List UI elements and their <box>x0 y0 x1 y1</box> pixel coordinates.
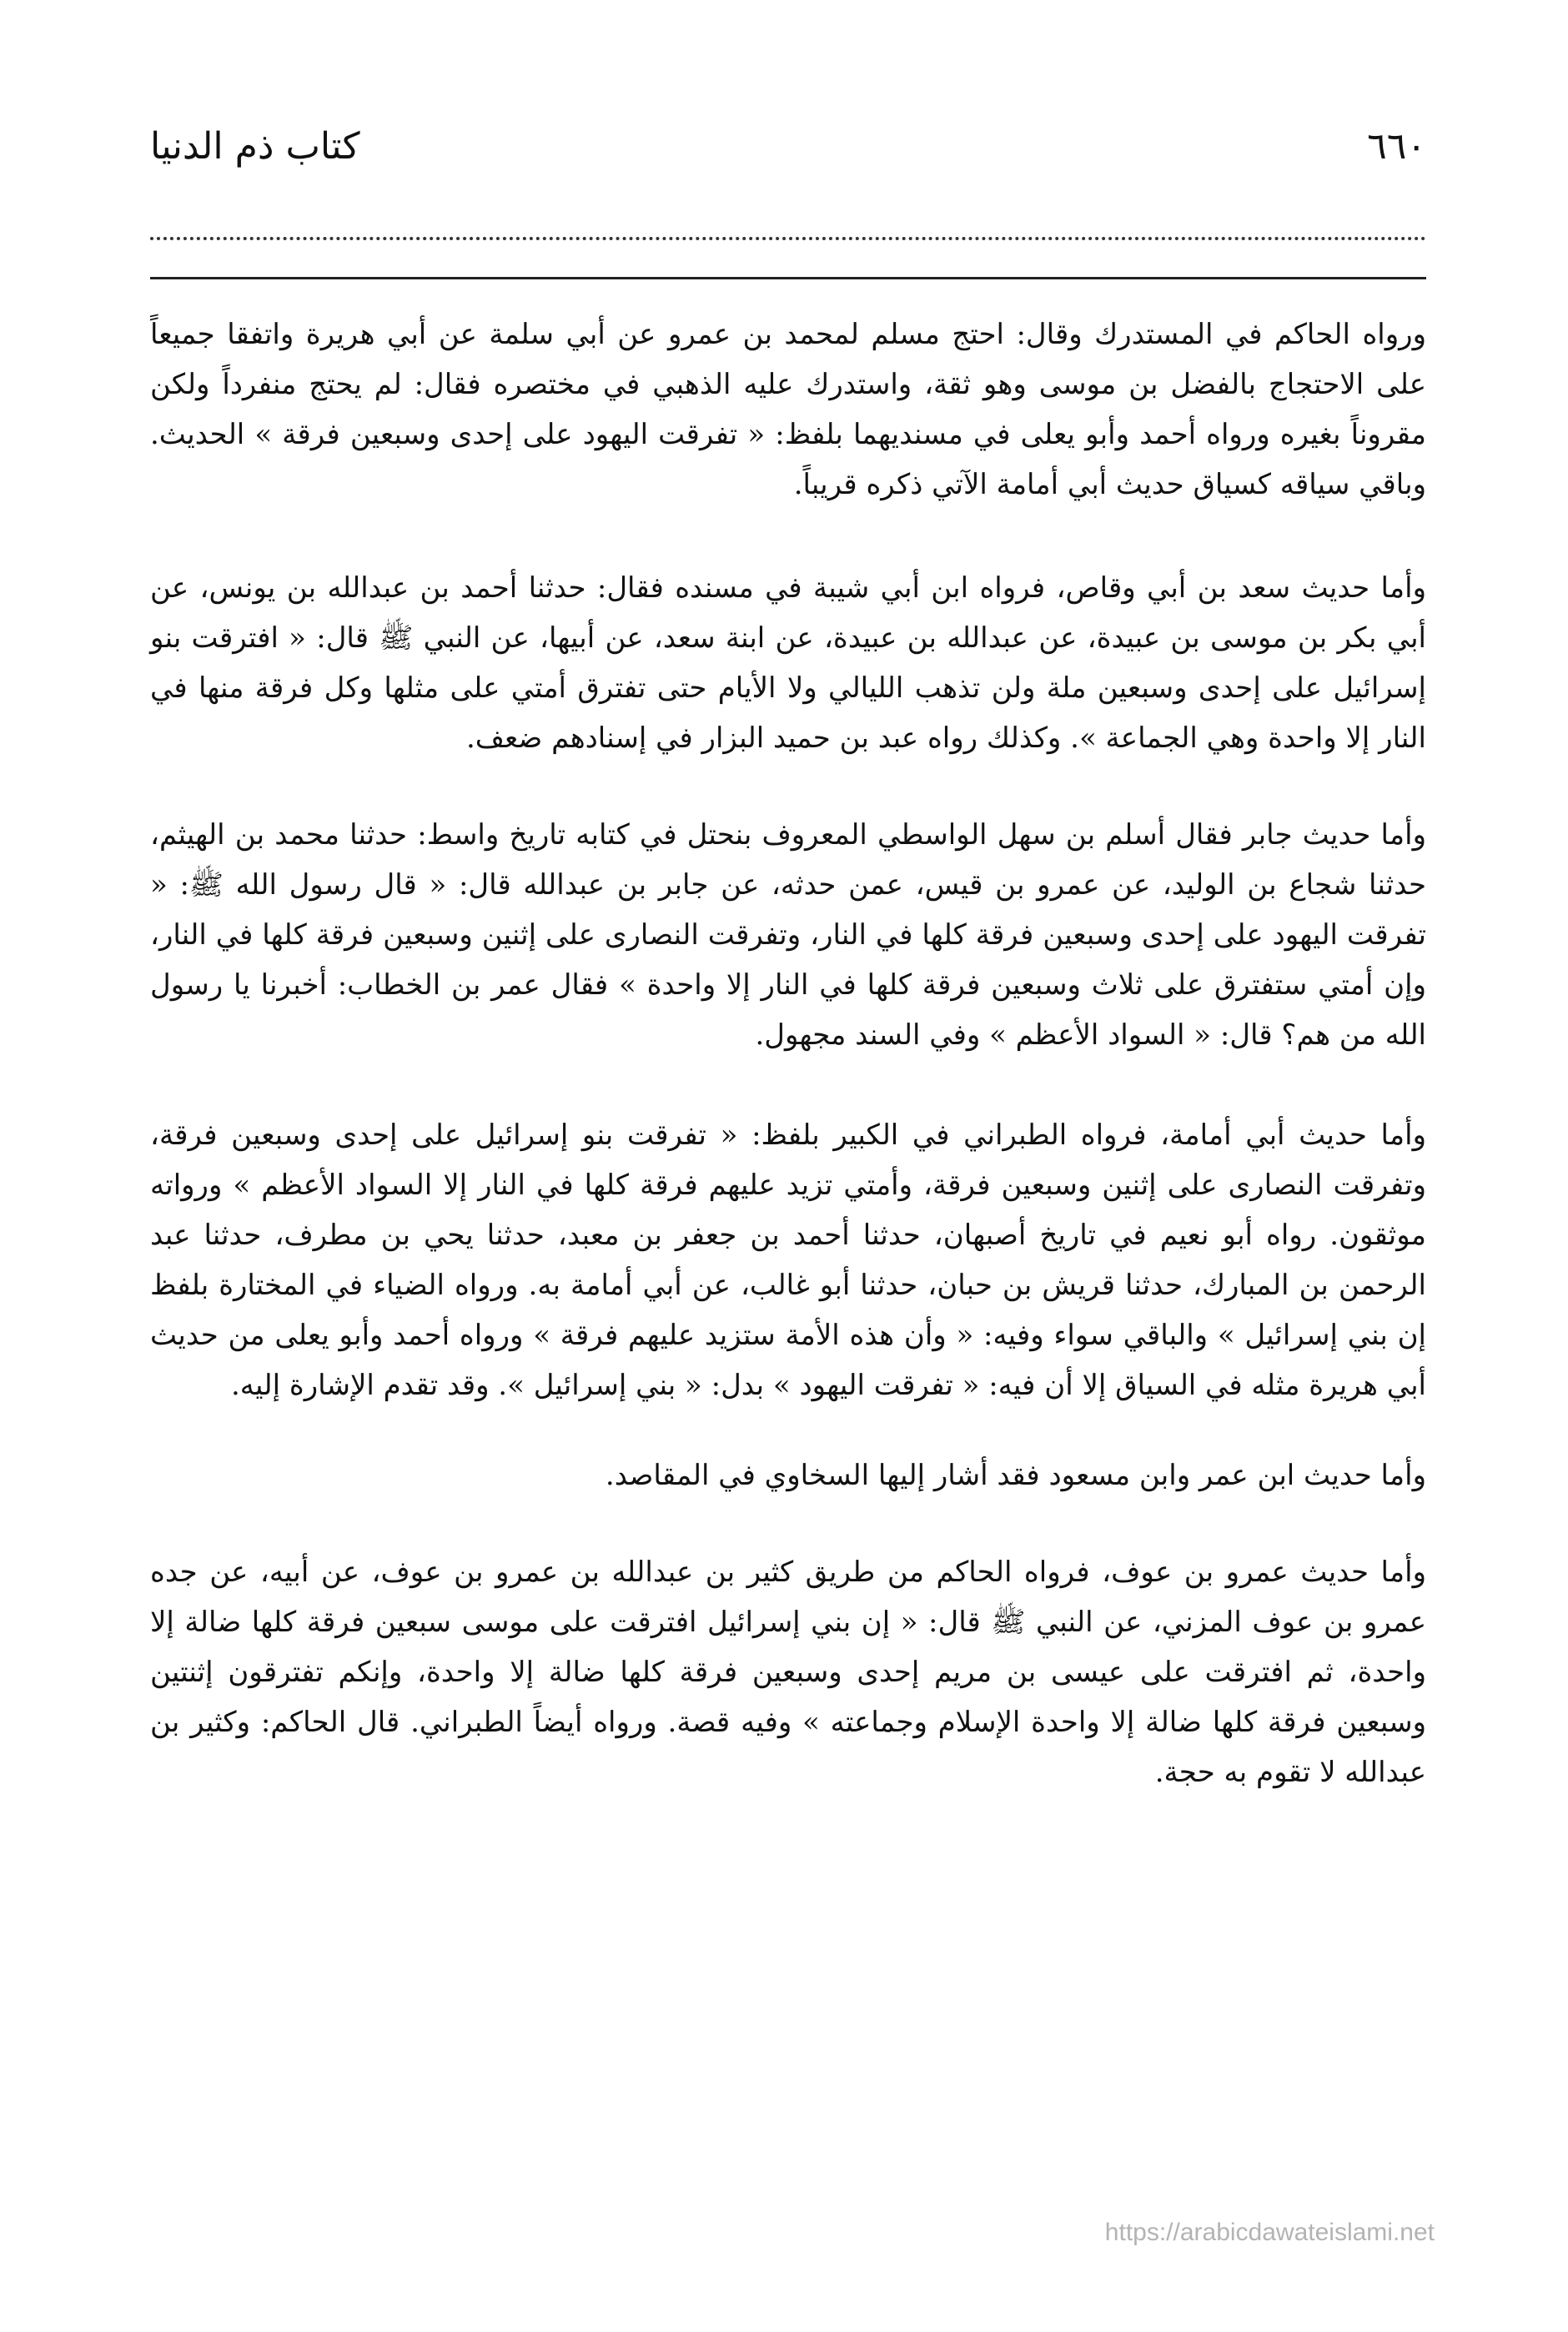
page-number: ٦٦٠ <box>1367 125 1426 168</box>
header-rule <box>150 277 1426 279</box>
book-title: كتاب ذم الدنيا <box>150 125 360 168</box>
paragraph-amr-ibn-awf: وأما حديث عمرو بن عوف، فرواه الحاكم من طريق كثير بن عبدالله بن عمرو بن عوف، عن أبيه، عن جده عمرو بن عوف المزني، عن النبي ﷺ قال: « إن بني إسرائيل افترقت على موسى سبعين فرقة كلها ضالة إلا واحدة، ثم افترقت على عيسى بن مريم إحدى وسبعين فرقة كلها ضالة إلا واحدة، وإنكم تفترقون إثنتين وسبعين فرقة كلها ضالة إلا واحدة الإسلام وجماعته » وفيه قصة. ورواه أيضاً الطبراني. قال الحاكم: وكثير بن عبدالله لا تقوم به حجة. <box>150 1556 1426 1789</box>
paragraph-abu-hurayra: ورواه الحاكم في المستدرك وقال: احتج مسلم لمحمد بن عمرو عن أبي سلمة عن أبي هريرة واتفقا جميعاً على الاحتجاج بالفضل بن موسى وهو ثقة، واستدرك عليه الذهبي في مختصره فقال: لم يحتج منفرداً ولكن مقروناً بغيره ورواه أحمد وأبو يعلى في مسنديهما بلفظ: « تفرقت اليهود على إحدى وسبعين فرقة » الحديث. وباقي سياقه كسياق حديث أبي أمامة الآتي ذكره قريباً. <box>150 318 1426 501</box>
dotted-separator <box>150 237 1426 240</box>
body-text <box>150 309 1426 1797</box>
book-page <box>150 125 1426 1797</box>
running-header <box>150 125 1426 178</box>
paragraph-ibn-umar: وأما حديث ابن عمر وابن مسعود فقد أشار إليها السخاوي في المقاصد. <box>605 1459 1426 1492</box>
watermark-url: https://arabicdawateislami.net <box>1104 2219 1435 2246</box>
paragraph-saad: وأما حديث سعد بن أبي وقاص، فرواه ابن أبي شيبة في مسنده فقال: حدثنا أحمد بن عبدالله بن يونس، عن أبي بكر بن موسى بن عبيدة، عن عبدالله بن عبيدة، عن ابنة سعد، عن أبيها، عن النبي ﷺ قال: « افترقت بنو إسرائيل على إحدى وسبعين ملة ولن تذهب الليالي ولا الأيام حتى تفترق أمتي على مثلها وكل فرقة منها في النار إلا واحدة وهي الجماعة ». وكذلك رواه عبد بن حميد البزار في إسنادهم ضعف. <box>150 571 1426 755</box>
paragraph-jabir: وأما حديث جابر فقال أسلم بن سهل الواسطي المعروف بنحتل في كتابه تاريخ واسط: حدثنا محمد بن الهيثم، حدثنا شجاع بن الوليد، عن عمرو بن قيس، عمن حدثه، عن جابر بن عبدالله قال: « قال رسول الله ﷺ: « تفرقت اليهود على إحدى وسبعين فرقة كلها في النار، وتفرقت النصارى على إثنين وسبعين فرقة كلها في النار، وإن أمتي ستفترق على ثلاث وسبعين فرقة كلها في النار إلا واحدة » فقال عمر بن الخطاب: أخبرنا يا رسول الله من هم؟ قال: « السواد الأعظم » وفي السند مجهول. <box>150 818 1426 1052</box>
paragraph-abu-umama: وأما حديث أبي أمامة، فرواه الطبراني في الكبير بلفظ: « تفرقت بنو إسرائيل على إحدى وسبعين فرقة، وتفرقت النصارى على إثنين وسبعين فرقة، وأمتي تزيد عليهم فرقة كلها في النار إلا السواد الأعظم » ورواته موثقون. رواه أبو نعيم في تاريخ أصبهان، حدثنا أحمد بن جعفر بن معبد، حدثنا يحي بن مطرف، حدثنا عبد الرحمن بن المبارك، حدثنا قريش بن حبان، حدثنا أبو غالب، عن أبي أمامة به. ورواه الضياء في المختارة بلفظ إن بني إسرائيل » والباقي سواء وفيه: « وأن هذه الأمة ستزيد عليهم فرقة » ورواه أحمد وأبو يعلى من حديث أبي هريرة مثله في السياق إلا أن فيه: « تفرقت اليهود » بدل: « بني إسرائيل ». وقد تقدم الإشارة إليه. <box>150 1118 1426 1402</box>
